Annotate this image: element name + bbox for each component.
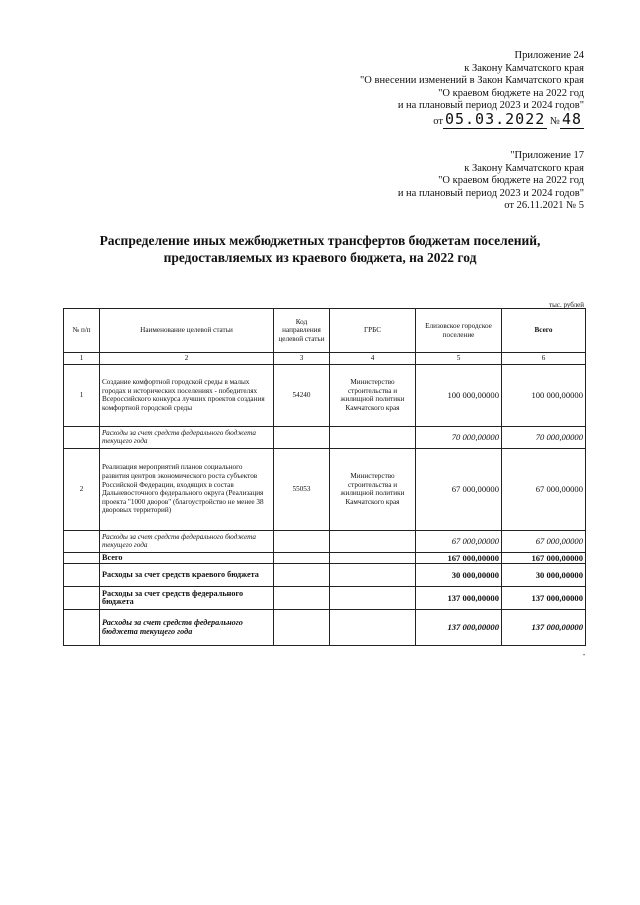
header-code: Код направления целевой статьи (274, 309, 330, 353)
row-name: Реализация мероприятий планов социального развития центров экономического роста субъектов Российской Федерации, входящих в состав Дальневосточного федерального округа (Реализация проекта "1000 дворов" (благоустройство не менее 38 дворовых территорий) (100, 448, 274, 530)
table-row (64, 530, 586, 552)
row-total: 70 000,00000 (502, 426, 586, 448)
row-name: Расходы за счет средств федерального бюджета текущего года (100, 610, 274, 646)
row-elizovo: 137 000,00000 (416, 610, 502, 646)
document-title (60, 232, 580, 266)
row-code: 54240 (274, 364, 330, 426)
transfers-table (63, 308, 586, 646)
row-total: 67 000,00000 (502, 448, 586, 530)
col-number: 3 (274, 353, 330, 365)
header-num: № п/п (64, 309, 100, 353)
row-elizovo: 137 000,00000 (416, 587, 502, 610)
row-elizovo: 70 000,00000 (416, 426, 502, 448)
row-name: Расходы за счет средств краевого бюджета (100, 564, 274, 587)
appendix-24-period-line: и на плановый период 2023 и 2024 годов" (397, 100, 584, 111)
row-grbs: Министерство строительства и жилищной политики Камчатского края (330, 364, 416, 426)
header-name: Наименование целевой статьи (100, 309, 274, 353)
row-total: 30 000,00000 (502, 564, 586, 587)
row-elizovo: 100 000,00000 (416, 364, 502, 426)
table-row-total (64, 552, 586, 564)
appendix-24-law-line: к Закону Камчатского края (464, 62, 584, 74)
row-elizovo: 67 000,00000 (416, 530, 502, 552)
row-total: 167 000,00000 (502, 552, 586, 564)
col-number: 1 (64, 353, 100, 365)
row-elizovo: 67 000,00000 (416, 448, 502, 530)
header-total: Всего (502, 309, 586, 353)
appendix-24-header (360, 50, 584, 128)
row-name: Расходы за счет средств федерального бюджета (100, 587, 274, 610)
appendix-17-line: "Приложение 17 (510, 150, 584, 161)
table-header-row (64, 309, 586, 353)
row-elizovo: 167 000,00000 (416, 552, 502, 564)
appendix-17-period-line: и на плановый период 2023 и 2024 годов" (397, 187, 584, 199)
row-total: 100 000,00000 (502, 364, 586, 426)
row-total: 137 000,00000 (502, 587, 586, 610)
row-total: 137 000,00000 (502, 610, 586, 646)
col-number: 2 (100, 353, 274, 365)
row-num: 1 (64, 364, 100, 426)
title-line-2: предоставляемых из краевого бюджета, на 2022 год (163, 250, 477, 265)
row-total: 67 000,00000 (502, 530, 586, 552)
title-line-1: Распределение иных межбюджетных трансфертов бюджетам поселений, (99, 233, 541, 248)
table-row (64, 448, 586, 530)
appendix-24-budget-line: "О краевом бюджете на 2022 год (438, 87, 584, 99)
col-number: 4 (330, 353, 416, 365)
row-name: Создание комфортной городской среды в малых городах и исторических поселениях - победителях Всероссийского конкурса лучших проектов создания комфортной городской среды (100, 364, 274, 426)
handwritten-date: 05.03.2022 (444, 109, 546, 128)
header-grbs: ГРБС (330, 309, 416, 353)
row-elizovo: 30 000,00000 (416, 564, 502, 587)
appendix-17-budget-line: "О краевом бюджете на 2022 год (438, 175, 584, 186)
number-prefix: № (549, 115, 560, 127)
col-number: 6 (502, 353, 586, 365)
appendix-17-header (398, 150, 584, 213)
appendix-24-line: Приложение 24 (514, 50, 584, 61)
row-name: Расходы за счет средств федерального бюджета текущего года (100, 426, 274, 448)
header-elizovo: Елизовское городское поселение (416, 309, 502, 353)
row-grbs: Министерство строительства и жилищной политики Камчатского края (330, 448, 416, 530)
date-prefix: от (433, 115, 443, 127)
table-row-total (64, 610, 586, 646)
row-name: Всего (100, 552, 274, 564)
col-number: 5 (416, 353, 502, 365)
table-row (64, 364, 586, 426)
appendix-17-law-line: к Закону Камчатского края (464, 162, 584, 174)
units-label: тыс. рублей (549, 301, 584, 309)
closing-quote-mark: " (582, 654, 585, 660)
table-row-total (64, 564, 586, 587)
row-code: 55053 (274, 448, 330, 530)
table-row (64, 426, 586, 448)
table-row-total (64, 587, 586, 610)
row-num: 2 (64, 448, 100, 530)
column-number-row (64, 353, 586, 365)
handwritten-number: 48 (561, 109, 582, 128)
appendix-24-date-line (360, 109, 584, 129)
appendix-17-date-line: от 26.11.2021 № 5 (504, 200, 584, 211)
appendix-24-amend-line: "О внесении изменений в Закон Камчатского края (360, 75, 584, 86)
row-name: Расходы за счет средств федерального бюджета текущего года (100, 530, 274, 552)
